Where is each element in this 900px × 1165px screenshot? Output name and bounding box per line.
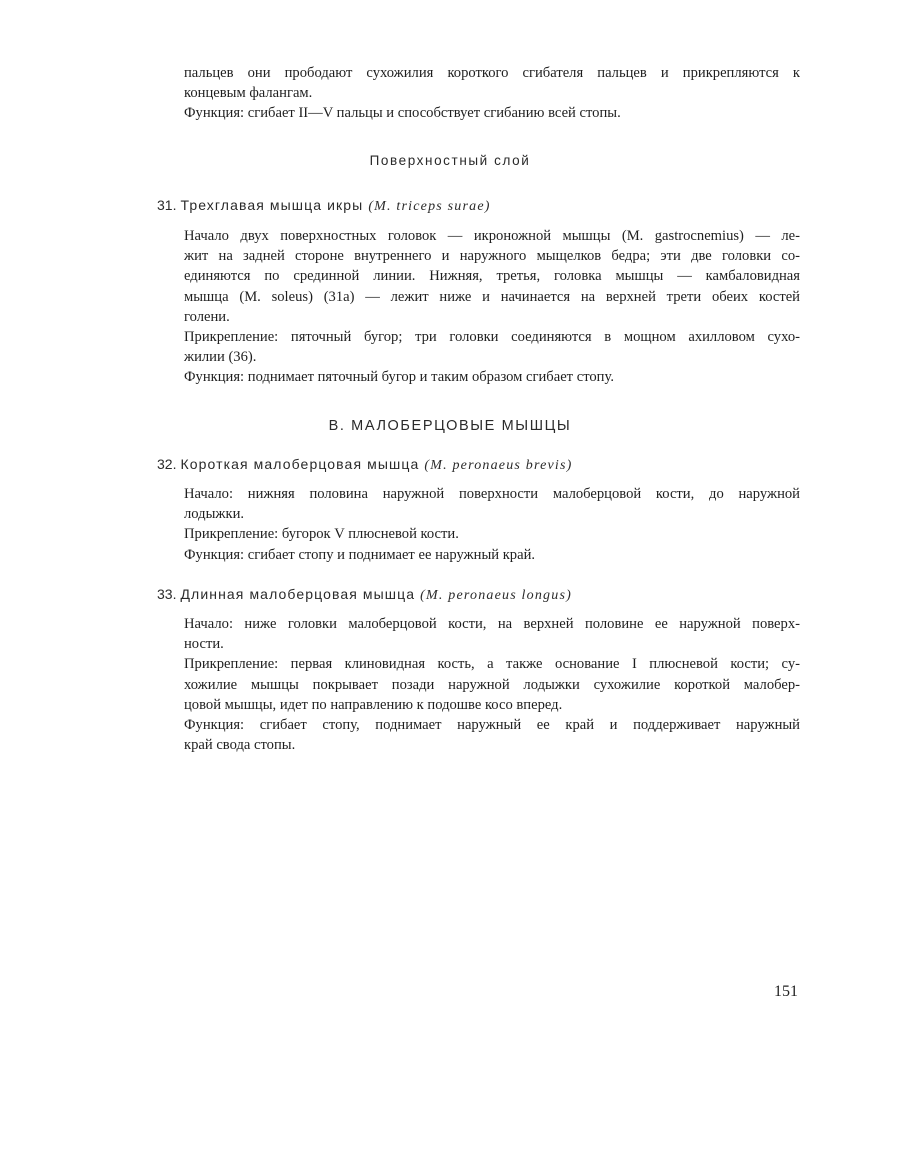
function-line: Функция: сгибает стопу, поднимает наружный ее край и поддерживает наружный — [184, 717, 800, 734]
muscle-name: Трехглавая мышца икры — [180, 197, 364, 213]
muscle-number: 33. — [157, 586, 177, 602]
origin-line: голени. — [184, 308, 230, 325]
muscle-name: Короткая малоберцовая мышца — [180, 456, 420, 472]
function-line: Функция: поднимает пяточный бугор и таким образом сгибает стопу. — [184, 369, 614, 386]
muscle-number: 32. — [157, 456, 177, 472]
origin-line: ности. — [184, 636, 224, 653]
insertion-line: Прикрепление: первая клиновидная кость, а также основание I плюсневой кости; су- — [184, 656, 800, 673]
muscle-latin-name: (M. triceps surae) — [368, 199, 491, 214]
muscle-heading-32 — [157, 456, 573, 474]
text-line: пальцев они прободают сухожилия короткого сгибателя пальцев и прикрепляются к — [184, 65, 800, 81]
muscle-latin-name: (M. peronaeus brevis) — [424, 458, 573, 473]
muscle-31-description — [184, 226, 800, 388]
page-number: 151 — [774, 983, 798, 1000]
origin-line: лодыжки. — [184, 506, 245, 523]
subsection-title: Поверхностный слой — [369, 153, 531, 168]
muscle-heading-31 — [157, 197, 491, 215]
continuation-paragraph — [184, 63, 800, 124]
origin-line: Начало: ниже головки малоберцовой кости, на верхней половине ее наружной поверх- — [184, 616, 800, 632]
muscle-number: 31. — [157, 197, 177, 213]
insertion-line: цовой мышцы, идет по направлению к подошве косо вперед. — [184, 696, 563, 713]
function-line: край свода стопы. — [184, 737, 296, 754]
insertion-line: Прикрепление: пяточный бугор; три головки соединяются в мощном ахилловом сухо- — [184, 329, 800, 346]
muscle-33-description — [184, 614, 800, 755]
muscle-latin-name: (M. peronaeus longus) — [420, 588, 572, 603]
muscle-32-description — [184, 484, 800, 565]
origin-line: мышца (M. soleus) (31a) — лежит ниже и начинается на верхней трети обеих костей — [184, 288, 800, 305]
text-line: концевым фалангам. — [184, 85, 313, 102]
insertion-line: жилии (36). — [184, 349, 257, 366]
origin-line: единяются по срединной линии. Нижняя, третья, головка мышцы — камбаловидная — [184, 268, 800, 285]
function-line: Функция: сгибает стопу и поднимает ее наружный край. — [184, 546, 536, 563]
origin-line: Начало: нижняя половина наружной поверхности малоберцовой кости, до наружной — [184, 486, 800, 502]
origin-line: Начало двух поверхностных головок — икроножной мышцы (M. gastrocnemius) — ле- — [184, 228, 800, 244]
muscle-name: Длинная малоберцовая мышца — [180, 586, 416, 602]
insertion-line: Прикрепление: бугорок V плюсневой кости. — [184, 526, 459, 543]
origin-line: жит на задней стороне внутреннего и наружного мыщелков бедра; эти две головки со- — [184, 248, 800, 265]
insertion-line: хожилие мышцы покрывает позади наружной лодыжки сухожилие короткой малобер- — [184, 676, 800, 693]
muscle-heading-33 — [157, 586, 572, 604]
section-title: В. МАЛОБЕРЦОВЫЕ МЫШЦЫ — [328, 418, 572, 434]
function-line: Функция: сгибает II—V пальцы и способствует сгибанию всей стопы. — [184, 105, 621, 122]
